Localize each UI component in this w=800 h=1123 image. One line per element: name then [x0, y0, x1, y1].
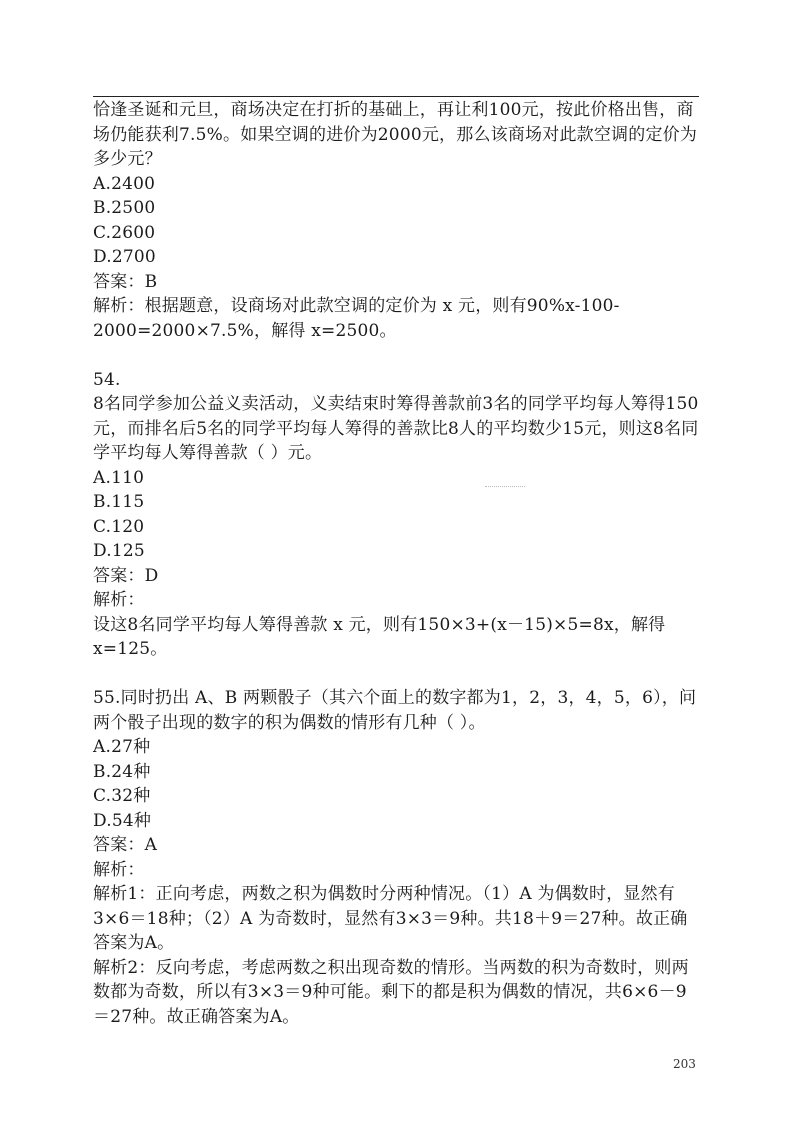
- q53-stem: 恰逢圣诞和元旦，商场决定在打折的基础上，再让利100元，按此价格出售，商场仍能获利7.5%。如果空调的进价为2000元，那么该商场对此款空调的定价为多少元？: [93, 100, 698, 169]
- spacer: [93, 662, 701, 687]
- q54-analysis: 设这8名同学平均每人筹得善款 x 元，则有150×3+(x－15)×5=8x，解得x=125。: [93, 614, 666, 659]
- q54-analysis-label: 解析：: [93, 590, 145, 610]
- q53-option-d: D.2700: [93, 247, 156, 267]
- q54-option-d: D.125: [93, 541, 145, 561]
- spacer: [93, 343, 701, 368]
- q54-stem: 8名同学参加公益义卖活动，义卖结束时筹得善款前3名的同学平均每人筹得150元，而排名后5名的同学平均每人筹得的善款比8人的平均数少15元，则这8名同学平均每人筹得善款（ ）元。: [93, 394, 699, 463]
- q55-option-d: D.54种: [93, 810, 152, 831]
- q53-analysis: 解析：根据题意，设商场对此款空调的定价为 x 元，则有90%x-100-2000=2000×7.5%，解得 x=2500。: [93, 296, 620, 341]
- page-number: 203: [673, 1057, 696, 1071]
- q53-answer: 答案：B: [93, 271, 158, 292]
- q55-analysis-2: 解析2：反向考虑，考虑两数之积出现奇数的情形。当两数的积为奇数时，则两数都为奇数，所以有3×3＝9种可能。剩下的都是积为偶数的情况，共6×6－9＝27种。故正确答案为A。: [93, 957, 689, 1027]
- q54-option-b: B.115: [93, 492, 145, 512]
- scan-artifact: [485, 486, 525, 489]
- q55-option-c: C.32种: [93, 786, 151, 806]
- q55-analysis-label: 解析：: [93, 859, 145, 880]
- q55-analysis-1: 解析1：正向考虑，两数之积为偶数时分两种情况。（1）A 为偶数时，显然有3×6＝18种；（2）A 为奇数时，显然有3×3＝9种。共18＋9＝27种。故正确答案为A。: [93, 884, 688, 953]
- q53-option-a: A.2400: [93, 173, 156, 194]
- q55-stem: 55.同时扔出 A、B 两颗骰子（其六个面上的数字都为1，2，3，4，5，6），问两个骰子出现的数字的积为偶数的情形有几种（ ）。: [93, 688, 697, 733]
- q55-answer: 答案：A: [93, 835, 158, 855]
- q54-option-c: C.120: [93, 516, 145, 537]
- q53-option-b: B.2500: [93, 198, 156, 218]
- page-content: [93, 98, 701, 1029]
- q53-option-c: C.2600: [93, 222, 156, 243]
- q54-option-a: A.110: [93, 467, 145, 488]
- top-rule: [93, 96, 699, 97]
- q55-option-a: A.27种: [93, 737, 151, 757]
- q54-answer: 答案：D: [93, 565, 159, 586]
- q55-option-b: B.24种: [93, 761, 151, 782]
- q54-number: 54.: [93, 369, 121, 390]
